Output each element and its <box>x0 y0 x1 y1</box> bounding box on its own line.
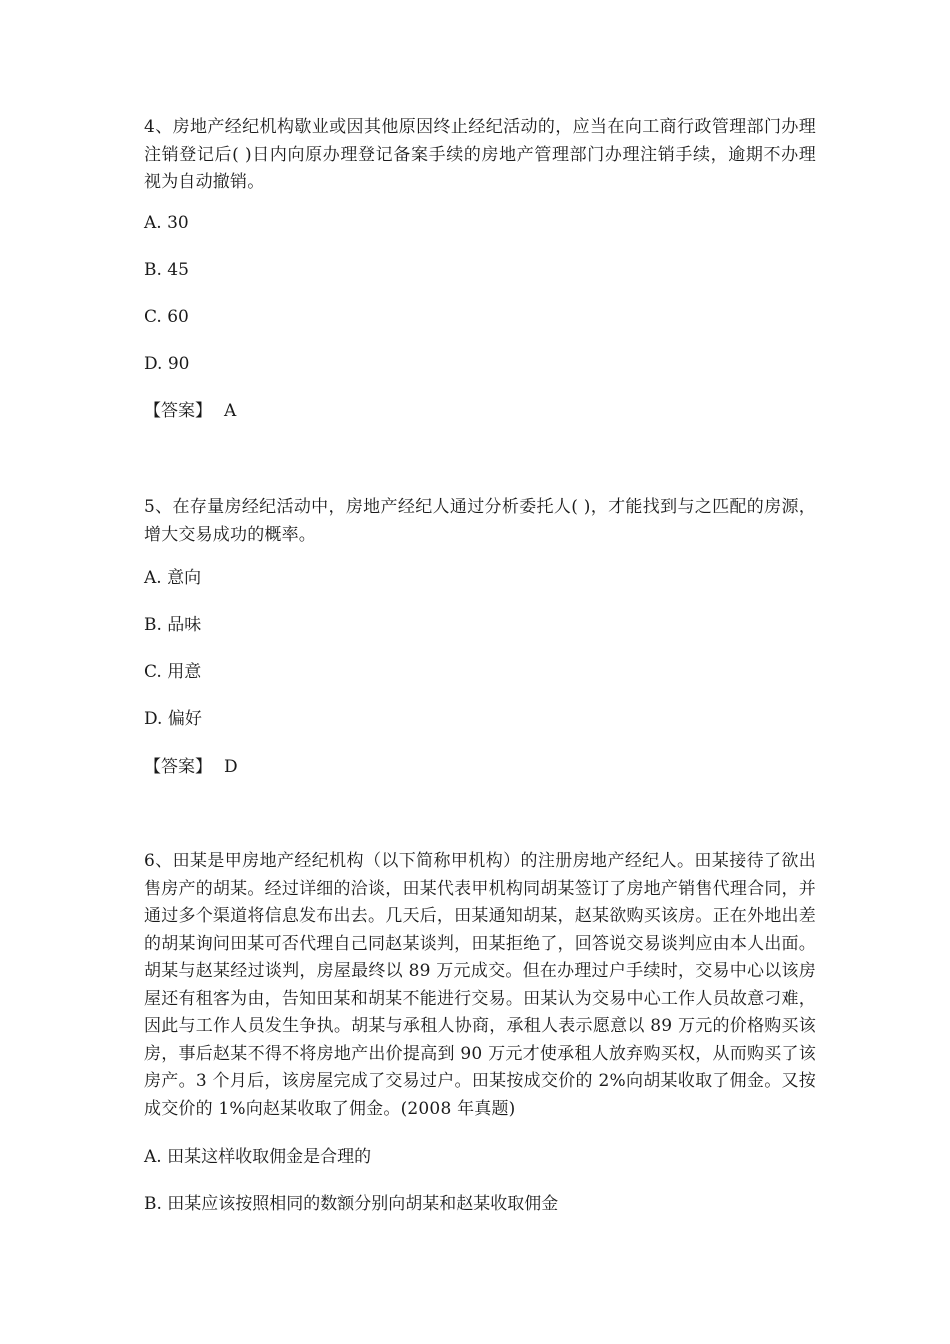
option-b: B. 田某应该按照相同的数额分别向胡某和赵某收取佣金 <box>144 1194 559 1214</box>
answer-line <box>144 755 238 779</box>
option-b: B. 45 <box>144 260 189 280</box>
option-a: A. 意向 <box>144 568 202 588</box>
question-6 <box>144 848 816 1214</box>
option-c: C. 60 <box>144 307 189 327</box>
answer-line <box>144 399 236 423</box>
question-stem: 6、田某是甲房地产经纪机构（以下简称甲机构）的注册房地产经纪人。田某接待了欲出售房产的胡某。经过详细的洽谈，田某代表甲机构同胡某签订了房地产销售代理合同，并通过多个渠道将信息发布出去。几天后，田某通知胡某，赵某欲购买该房。正在外地出差的胡某询问田某可否代理自己同赵某谈判，田某拒绝了，回答说交易谈判应由本人出面。胡某与赵某经过谈判，房屋最终以 89 万元成交。但在办理过户手续时，交易中心以该房屋还有租客为由，告知田某和胡某不能进行交易。田某认为交易中心工作人员故意刁难，因此与工作人员发生争执。胡某与承租人协商，承租人表示愿意以 89 万元的价格购买该房，事后赵某不得不将房地产出价提高到 90 万元才使承租人放弃购买权，从而购买了该房产。3 个月后，该房屋完成了交易过户。田某按成交价的 2%向胡某收取了佣金。又按成交价的 1%向赵某收取了佣金。(2008 年真题) <box>144 851 816 1119</box>
answer-label: 【答案】 <box>144 401 212 421</box>
question-4 <box>144 114 816 421</box>
option-b: B. 品味 <box>144 615 202 635</box>
option-c: C. 用意 <box>144 662 202 682</box>
question-stem: 5、在存量房经纪活动中，房地产经纪人通过分析委托人( )，才能找到与之匹配的房源，增大交易成功的概率。 <box>144 497 816 545</box>
option-a: A. 30 <box>144 213 189 233</box>
question-5 <box>144 494 816 777</box>
question-stem: 4、房地产经纪机构歇业或因其他原因终止经纪活动的，应当在向工商行政管理部门办理注销登记后( )日内向原办理登记备案手续的房地产管理部门办理注销手续，逾期不办理视为自动撤销。 <box>144 117 816 192</box>
option-d: D. 90 <box>144 354 190 374</box>
option-d: D. 偏好 <box>144 709 202 729</box>
answer-label: 【答案】 <box>144 757 212 777</box>
option-a: A. 田某这样收取佣金是合理的 <box>144 1147 372 1167</box>
answer-value: D <box>224 757 238 777</box>
answer-value: A <box>224 401 237 421</box>
